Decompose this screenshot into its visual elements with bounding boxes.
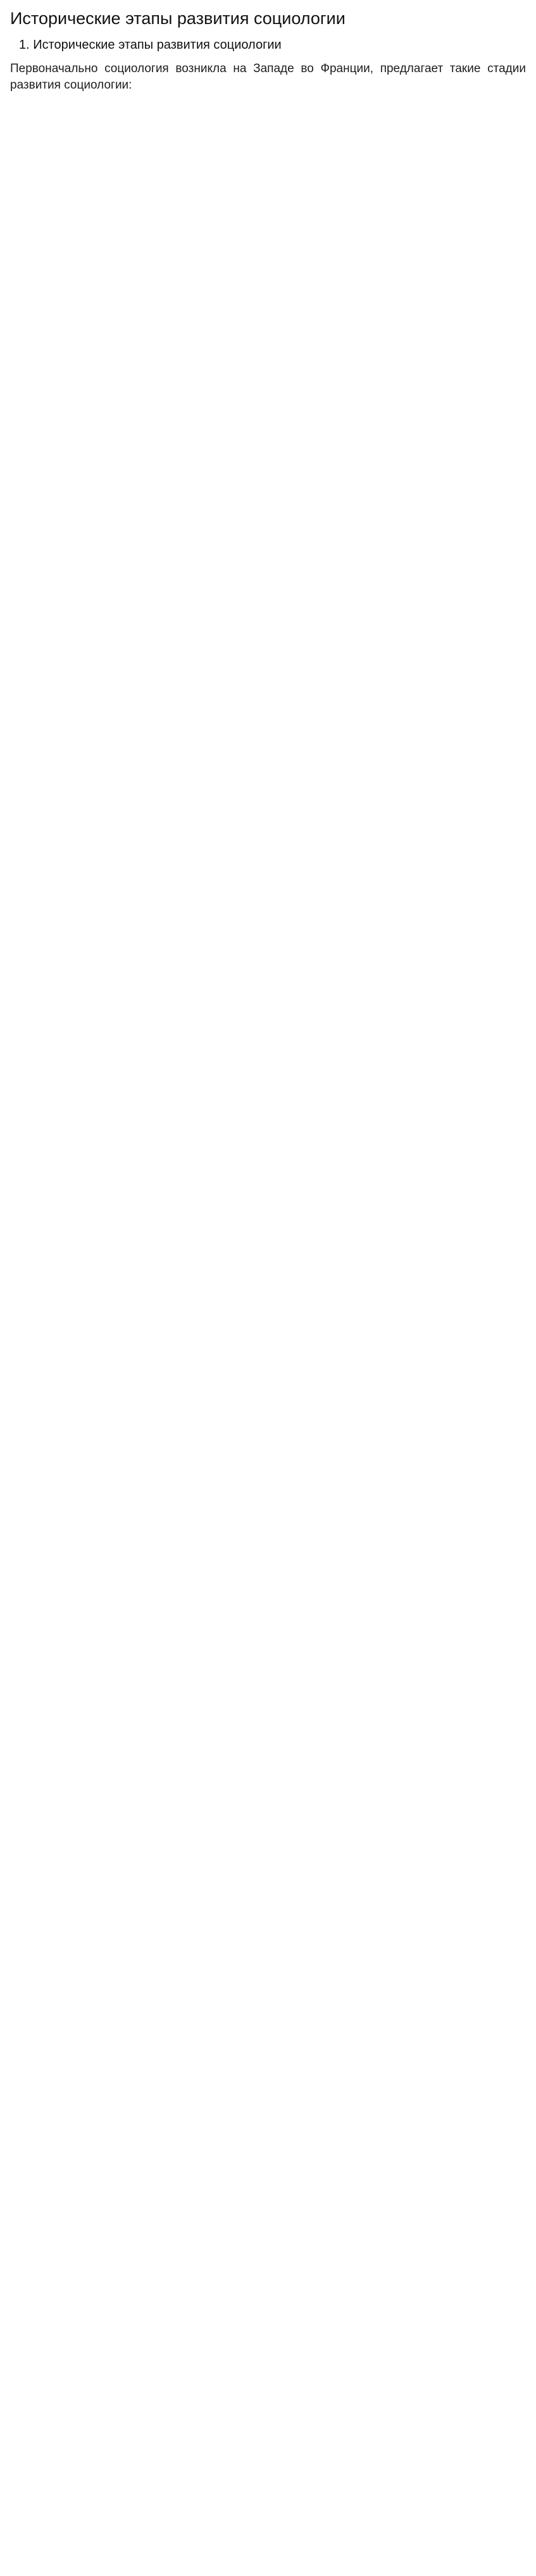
document-title: Исторические этапы развития социологии — [10, 9, 346, 28]
document-content — [10, 61, 526, 93]
section-heading: 1. Исторические этапы развития социологии — [19, 38, 282, 53]
paragraph-1: Первоначально социология возникла на Западе во Франции, предлагает такие стадии развития социологии: — [10, 62, 526, 92]
